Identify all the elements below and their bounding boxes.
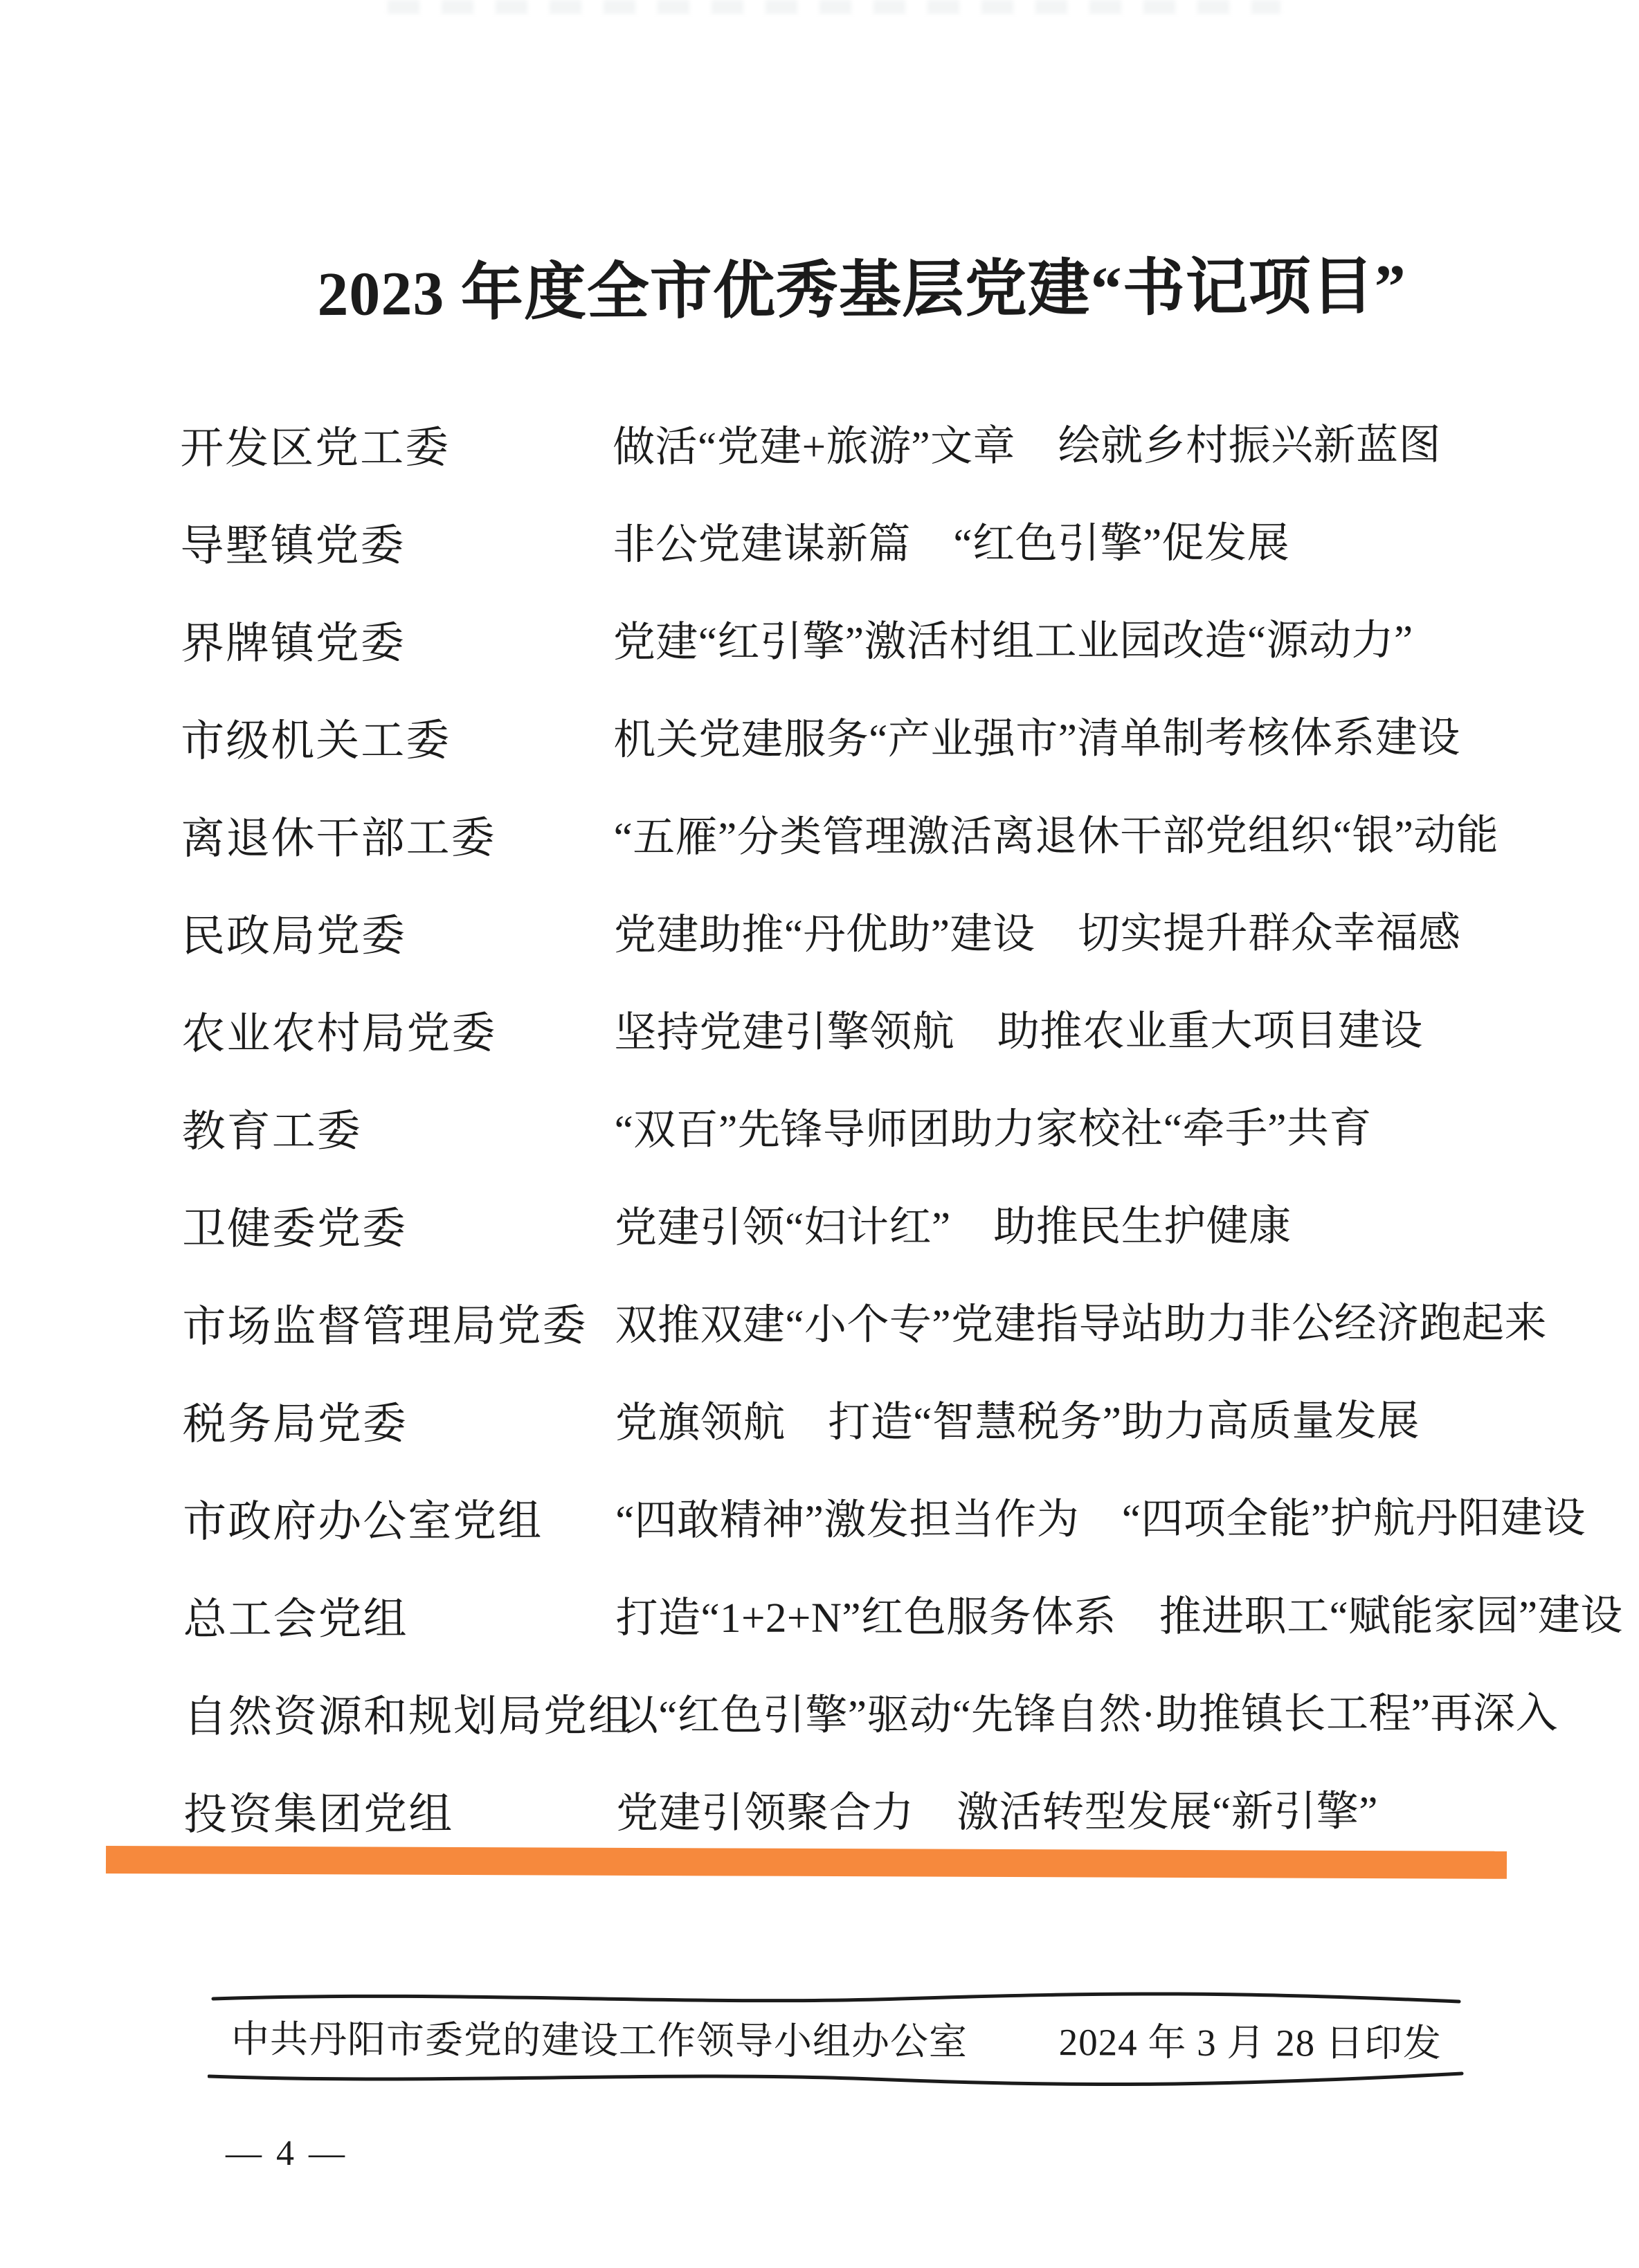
table-row bbox=[181, 715, 1557, 816]
page-number: — 4 — bbox=[226, 2134, 347, 2173]
project-title: 非公党建谋新篇 “红色引擎”促发展 bbox=[613, 520, 1290, 569]
project-title: 党建引领“妇计红” 助推民生护健康 bbox=[614, 1203, 1292, 1252]
project-list bbox=[179, 422, 1623, 1889]
project-title: 以“红色引擎”驱动“先锋自然·助推镇长工程”再深入 bbox=[615, 1690, 1559, 1740]
project-title: 党建助推“丹优助”建设 切实提升群众幸福感 bbox=[613, 910, 1461, 959]
project-title: 党建“红引擎”激活村组工业园改造“源动力” bbox=[613, 617, 1413, 666]
table-row bbox=[182, 1105, 1558, 1206]
org-name: 开发区党工委 bbox=[179, 423, 451, 473]
footer bbox=[208, 1988, 1464, 2088]
table-row bbox=[181, 617, 1557, 718]
orange-divider bbox=[106, 1846, 1507, 1879]
org-name: 市场监督管理局党委 bbox=[182, 1301, 588, 1351]
issuing-office: 中共丹阳市委党的建设工作领导小组办公室 bbox=[230, 2017, 968, 2063]
org-name: 导墅镇党委 bbox=[180, 521, 406, 570]
org-name: 投资集团党组 bbox=[183, 1789, 454, 1839]
org-name: 自然资源和规划局党组 bbox=[183, 1691, 633, 1741]
table-row bbox=[183, 1398, 1559, 1499]
table-row bbox=[182, 1300, 1558, 1401]
project-title: 做活“党建+旅游”文章 绘就乡村振兴新蓝图 bbox=[612, 422, 1442, 471]
project-title: 党旗领航 打造“智慧税务”助力高质量发展 bbox=[615, 1398, 1420, 1447]
project-title: “四敢精神”激发担当作为 “四项全能”护航丹阳建设 bbox=[615, 1495, 1586, 1545]
org-name: 卫健委党委 bbox=[181, 1204, 408, 1253]
project-title: 机关党建服务“产业强市”清单制考核体系建设 bbox=[613, 715, 1460, 764]
table-row bbox=[180, 422, 1556, 523]
project-title: 坚持党建引擎领航 助推农业重大项目建设 bbox=[614, 1008, 1423, 1057]
org-name: 税务局党委 bbox=[182, 1399, 408, 1449]
print-date: 2024 年 3 月 28 日印发 bbox=[1058, 2021, 1442, 2065]
table-row bbox=[182, 1203, 1558, 1304]
org-name: 总工会党组 bbox=[183, 1595, 408, 1644]
table-row bbox=[181, 910, 1557, 1011]
table-row bbox=[183, 1593, 1623, 1694]
project-title: “五雁”分类管理激活离退休干部党组织“银”动能 bbox=[613, 813, 1499, 862]
table-row bbox=[183, 1691, 1559, 1792]
project-title: 党建引领聚合力 激活转型发展“新引擎” bbox=[616, 1788, 1378, 1838]
project-title: “双百”先锋导师团助力家校社“牵手”共育 bbox=[614, 1105, 1373, 1154]
org-name: 市政府办公室党组 bbox=[183, 1496, 543, 1546]
table-row bbox=[181, 813, 1557, 914]
org-name: 民政局党委 bbox=[181, 911, 407, 961]
table-row bbox=[181, 1008, 1557, 1109]
table-row bbox=[180, 520, 1556, 621]
org-name: 市级机关工委 bbox=[181, 716, 451, 765]
table-row bbox=[183, 1495, 1586, 1597]
bleed-through-artifact bbox=[388, 0, 1280, 14]
project-title: 打造“1+2+N”红色服务体系 推进职工“赋能家园”建设 bbox=[615, 1593, 1623, 1642]
project-title: 双推双建“小个专”党建指导站助力非公经济跑起来 bbox=[615, 1300, 1548, 1350]
footer-text bbox=[208, 1986, 1464, 2090]
org-name: 农业农村局党委 bbox=[181, 1008, 497, 1058]
org-name: 离退休干部工委 bbox=[181, 813, 496, 863]
page-title: 2023 年度全市优秀基层党建“书记项目” bbox=[316, 253, 1407, 329]
org-name: 教育工委 bbox=[181, 1107, 362, 1156]
org-name: 界牌镇党委 bbox=[180, 619, 406, 668]
